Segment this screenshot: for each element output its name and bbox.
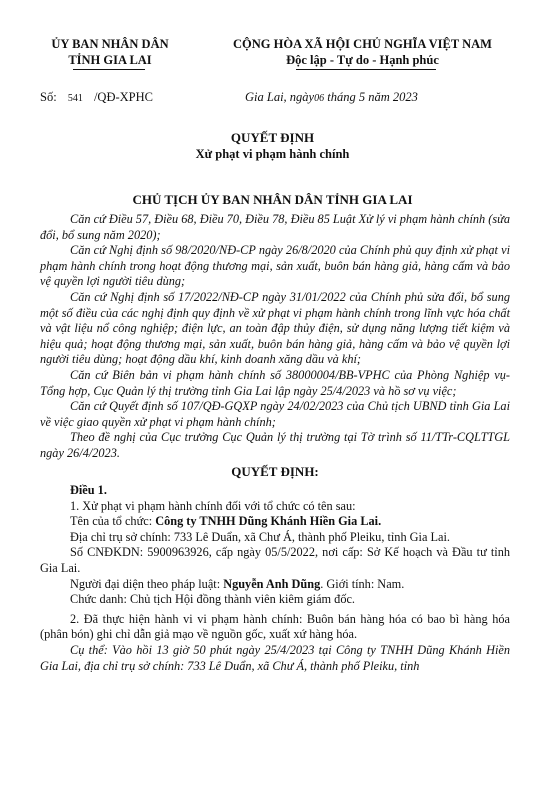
document-number: Số: 541 /QĐ-XPHC — [40, 90, 153, 104]
issuing-agency — [40, 36, 180, 68]
national-motto — [205, 36, 520, 68]
legal-ground: Căn cứ Nghị định số 17/2022/NĐ-CP ngày 31/01/2022 của Chính phủ sửa đổi, bổ sung một số điều của các nghị định quy định về xử phạt vi phạm hành chính trong lĩnh vực hóa chất và vật liệu nổ công nghiệp; điện lực, an toàn đập thủy điện, sử dụng năng lượng tiết kiệm và hiệu quả; hoạt động thương mại, sản xuất, buôn bán hàng giả, hàng cấm và bảo vệ quyền lợi người tiêu dùng; hoạt động dầu khí, kinh doanh xăng dầu và khí; — [40, 289, 510, 367]
legal-ground: Căn cứ Điều 57, Điều 68, Điều 70, Điều 78, Điều 85 Luật Xử lý vi phạm hành chính (sửa đổi, bổ sung năm 2020); — [40, 212, 510, 242]
representative-position: Chức danh: Chủ tịch Hội đồng thành viên kiêm giám đốc. — [70, 592, 356, 607]
nation-line-1: CỘNG HÒA XÃ HỘI CHỦ NGHĨA VIỆT NAM — [233, 37, 492, 51]
organization-name: Công ty TNHH Dũng Khánh Hiền Gia Lai. — [155, 514, 382, 529]
legal-ground: Căn cứ Quyết định số 107/QĐ-GQXP ngày 24/02/2023 của Chủ tịch UBND tỉnh Gia Lai về việc giao quyền xử phạt vi phạm hành chính; — [40, 399, 510, 429]
business-license: Số CNĐKDN: 5900963926, cấp ngày 05/5/2022, nơi cấp: Sở Kế hoạch và Đầu tư tỉnh Gia Lai. — [40, 545, 510, 576]
document-title: QUYẾT ĐỊNH — [230, 130, 315, 145]
legal-ground: Theo đề nghị của Cục trưởng Cục Quản lý thị trường tại Tờ trình số 11/TTr-CQLTTGL ngày 26/4/2023. — [40, 430, 510, 460]
article-1-item-2: 2. Đã thực hiện hành vi vi phạm hành chính: Buôn bán hàng hóa có bao bì hàng hóa (phân bón) ghi chỉ dẫn giả mạo về nguồn gốc, xuất xứ hàng hóa. — [40, 611, 510, 642]
article-1-item-1: 1. Xử phạt vi phạm hành chính đối với tổ chức có tên sau: — [70, 498, 356, 513]
article-1-heading: Điều 1. — [70, 483, 107, 498]
motto-underline — [296, 69, 436, 70]
organization-address: Địa chỉ trụ sở chính: 733 Lê Duẩn, xã Chư Á, thành phố Pleiku, tỉnh Gia Lai. — [70, 529, 450, 544]
organization-name-line: Tên của tổ chức: Công ty TNHH Dũng Khánh Hiền Gia Lai. — [70, 514, 382, 529]
document-body — [40, 212, 510, 674]
document-subject: Xử phạt vi phạm hành chính — [195, 147, 350, 161]
document-number-value: 541 — [67, 93, 83, 104]
agency-line-1: ỦY BAN NHÂN DÂN — [51, 37, 169, 51]
issuing-authority: CHỦ TỊCH ỦY BAN NHÂN DÂN TỈNH GIA LAI — [132, 192, 413, 207]
agency-line-2: TỈNH GIA LAI — [68, 53, 152, 67]
legal-ground: Căn cứ Biên bản vi phạm hành chính số 38000004/BB-VPHC của Phòng Nghiệp vụ-Tổng hợp, Cục Quản lý thị trường tỉnh Gia Lai lập ngày 25/4/2023 và hồ sơ vụ việc; — [40, 367, 510, 398]
representative-name: Nguyễn Anh Dũng — [223, 576, 321, 591]
legal-ground: Căn cứ Nghị định số 98/2020/NĐ-CP ngày 26/8/2020 của Chính phủ quy định xử phạt vi phạm hành chính trong hoạt động thương mại, sản xuất, buôn bán hàng giả, hàng cấm và bảo vệ quyền lợi người tiêu dùng; — [40, 243, 510, 289]
issue-date: Gia Lai, ngày06 tháng 5 năm 2023 — [245, 90, 418, 104]
decision-heading: QUYẾT ĐỊNH: — [231, 463, 319, 479]
agency-underline — [73, 69, 145, 70]
violation-details: Cụ thể: Vào hồi 13 giờ 50 phút ngày 25/4/2023 tại Công ty TNHH Dũng Khánh Hiền Gia Lai, địa chỉ trụ sở chính: 733 Lê Duẩn, xã Chư Á, thành phố Pleiku, tỉnh — [40, 643, 510, 673]
nation-line-2: Độc lập - Tự do - Hạnh phúc — [286, 53, 439, 67]
legal-representative: Người đại diện theo pháp luật: Nguyễn Anh Dũng. Giới tính: Nam. — [70, 576, 405, 591]
